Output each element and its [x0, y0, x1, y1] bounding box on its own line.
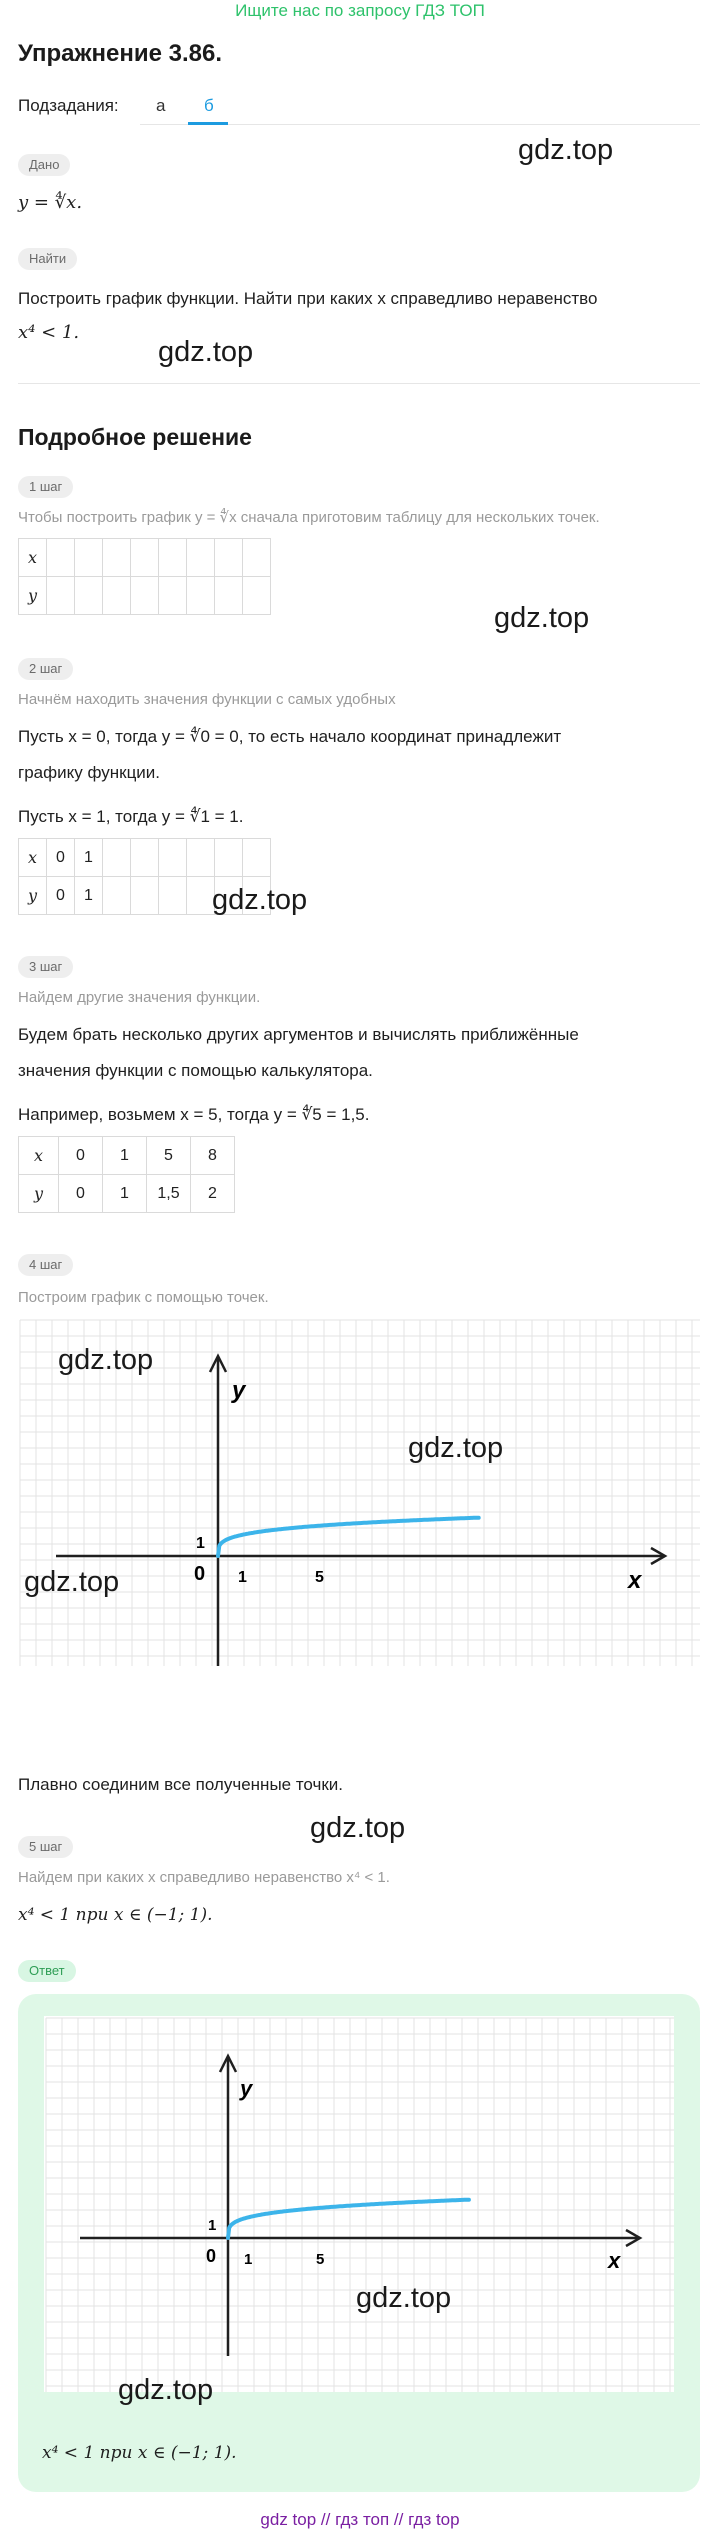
table-cell	[187, 577, 215, 615]
table-cell: 0	[59, 1175, 103, 1213]
y-tick-1: 1	[196, 1535, 205, 1552]
table-row	[19, 1137, 235, 1175]
x-tick-1: 1	[238, 1569, 247, 1586]
answer-text: x⁴ < 1 при x ∈ (−1; 1).	[42, 2443, 237, 2463]
active-tab-indicator	[188, 122, 228, 125]
step2-hint: Начнём находить значения функции с самых удобных	[18, 691, 396, 708]
page-title: Упражнение 3.86.	[18, 40, 223, 67]
table-cell	[103, 577, 131, 615]
watermark: gdz.top	[158, 336, 254, 368]
step4-badge: 4 шаг	[18, 1254, 73, 1276]
given-badge: Дано	[18, 154, 70, 176]
table-cell: 1	[75, 839, 103, 877]
table-cell	[47, 539, 75, 577]
watermark: gdz.top	[356, 2282, 452, 2314]
solution-title: Подробное решение	[18, 424, 252, 450]
table-cell	[103, 539, 131, 577]
step5-badge: 5 шаг	[18, 1836, 73, 1858]
table-cell	[215, 539, 243, 577]
table-cell	[215, 577, 243, 615]
step4-after: Плавно соединим все полученные точки.	[18, 1775, 344, 1794]
table-cell: x	[19, 839, 47, 877]
tab-a[interactable]: а	[156, 96, 166, 115]
table-1	[18, 538, 271, 615]
table-cell: y	[19, 1175, 59, 1213]
table-cell	[131, 539, 159, 577]
footer-links[interactable]: gdz top // гдз топ // гдз top	[260, 2510, 460, 2529]
watermark: gdz.top	[24, 1566, 120, 1598]
table-cell	[187, 839, 215, 877]
table-cell: 1,5	[147, 1175, 191, 1213]
table-cell	[47, 577, 75, 615]
find-inequality: x⁴ < 1.	[18, 322, 80, 343]
step5-hint: Найдем при каких x справедливо неравенство x⁴ < 1.	[18, 1869, 390, 1886]
watermark: gdz.top	[494, 602, 590, 634]
find-text: Построить график функции. Найти при каких x справедливо неравенство	[18, 289, 598, 308]
x-axis-label: x	[628, 1567, 642, 1594]
table-row	[19, 577, 271, 615]
watermark: gdz.top	[118, 2374, 214, 2406]
table-cell	[159, 577, 187, 615]
table-cell	[159, 539, 187, 577]
step2-line3: Пусть x = 1, тогда y = ∜1 = 1.	[18, 807, 244, 826]
watermark: gdz.top	[310, 1812, 406, 1844]
function-curve	[218, 1518, 479, 1556]
table-cell: 0	[59, 1137, 103, 1175]
table-cell	[187, 877, 215, 915]
step1-badge: 1 шаг	[18, 476, 73, 498]
watermark: gdz.top	[408, 1432, 504, 1464]
table-cell	[131, 577, 159, 615]
table-cell	[243, 839, 271, 877]
origin-label: 0	[206, 2246, 217, 2266]
table-cell	[131, 839, 159, 877]
table-row	[19, 539, 271, 577]
table-cell	[159, 839, 187, 877]
watermark: gdz.top	[212, 884, 308, 916]
answer-badge: Ответ	[18, 1960, 76, 1982]
step5-result: x⁴ < 1 при x ∈ (−1; 1).	[18, 1905, 213, 1925]
table-cell: 0	[47, 877, 75, 915]
divider	[18, 383, 700, 384]
table-cell	[131, 877, 159, 915]
watermark: gdz.top	[518, 134, 614, 166]
origin-label: 0	[194, 1563, 206, 1585]
step1-hint: Чтобы построить график y = ∜x сначала приготовим таблицу для нескольких точек.	[18, 509, 600, 526]
step4-hint: Построим график с помощью точек.	[18, 1289, 269, 1306]
table-cell	[243, 577, 271, 615]
table-cell: y	[19, 577, 47, 615]
table-cell: 2	[191, 1175, 235, 1213]
table-cell: y	[19, 877, 47, 915]
y-axis-label: y	[232, 1377, 246, 1404]
table-cell: 1	[103, 1175, 147, 1213]
table-cell	[159, 877, 187, 915]
x-axis-label: x	[608, 2248, 621, 2273]
step2-line2: графику функции.	[18, 763, 161, 782]
step2-badge: 2 шаг	[18, 658, 73, 680]
step3-line1: Будем брать несколько других аргументов и вычислять приближённые	[18, 1025, 579, 1044]
step2-line1: Пусть x = 0, тогда y = ∜0 = 0, то есть начало координат принадлежит	[18, 727, 562, 746]
table-cell	[75, 539, 103, 577]
find-badge: Найти	[18, 248, 77, 270]
table-3	[18, 1136, 235, 1213]
watermark: gdz.top	[58, 1344, 154, 1376]
table-cell: x	[19, 1137, 59, 1175]
subtasks-label: Подзадания:	[18, 96, 119, 115]
x-tick-5: 5	[315, 1569, 324, 1586]
table-cell: 8	[191, 1137, 235, 1175]
step3-badge: 3 шаг	[18, 956, 73, 978]
table-cell	[187, 539, 215, 577]
table-cell	[243, 539, 271, 577]
table-cell: 5	[147, 1137, 191, 1175]
top-banner[interactable]: Ищите нас по запросу ГДЗ ТОП	[235, 1, 485, 20]
table-cell: 1	[75, 877, 103, 915]
table-cell: x	[19, 539, 47, 577]
table-cell	[103, 839, 131, 877]
table-cell: 1	[103, 1137, 147, 1175]
given-formula: y = ∜x.	[18, 192, 83, 213]
table-row	[19, 1175, 235, 1213]
step3-line3: Например, возьмем x = 5, тогда y = ∜5 = 1,5.	[18, 1105, 370, 1124]
table-cell	[215, 839, 243, 877]
table-cell: 0	[47, 839, 75, 877]
answer-graph	[44, 2016, 674, 2392]
step3-hint: Найдем другие значения функции.	[18, 989, 261, 1006]
step3-line2: значения функции с помощью калькулятора.	[18, 1061, 373, 1080]
y-axis-label: y	[240, 2076, 253, 2101]
x-tick-1: 1	[244, 2251, 253, 2268]
table-cell	[103, 877, 131, 915]
table-row	[19, 839, 271, 877]
y-tick-1: 1	[208, 2217, 217, 2234]
tab-b[interactable]: б	[204, 96, 214, 115]
table-cell	[75, 577, 103, 615]
x-tick-5: 5	[316, 2251, 325, 2268]
